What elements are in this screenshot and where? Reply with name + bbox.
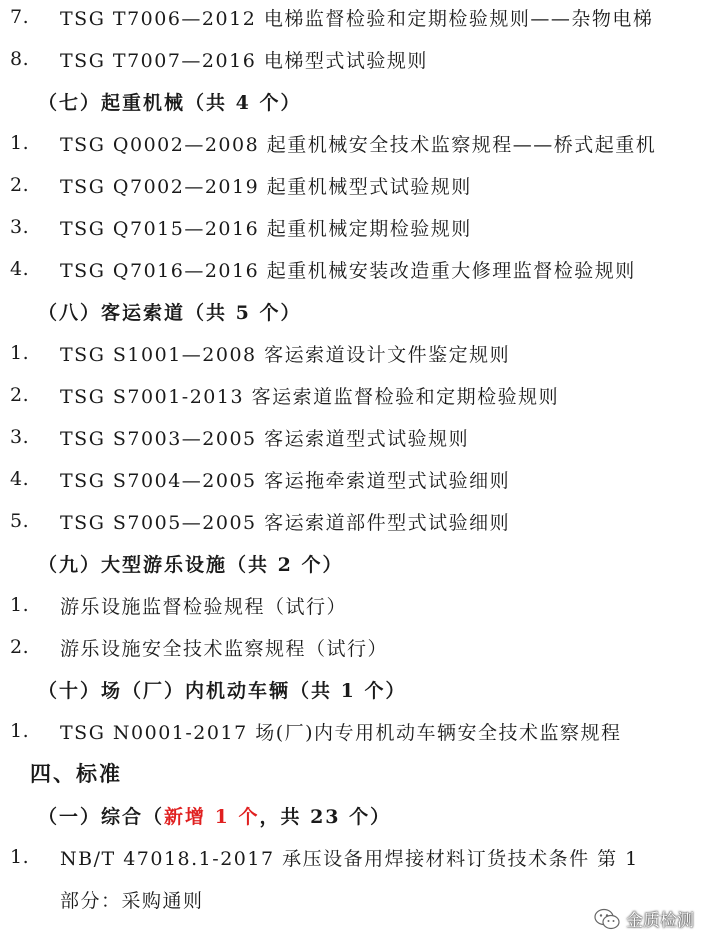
list-item-number: 2. (10, 384, 30, 406)
list-item (0, 0, 714, 38)
list-item-text: NB/T 47018.1-2017 承压设备用焊接材料订货技术条件 第 1 (60, 847, 639, 870)
list-item (0, 710, 714, 752)
list-item-number: 3. (10, 426, 30, 448)
list-item-text: TSG Q7016—2016 起重机械安装改造重大修理监督检验规则 (60, 259, 636, 282)
list-item-number: 8. (10, 48, 30, 70)
list-item-number: 2. (10, 636, 30, 658)
list-item-number: 1. (10, 720, 30, 742)
list-item-number: 4. (10, 258, 30, 280)
section-heading (0, 668, 714, 710)
list-item (0, 500, 714, 542)
list-item-number: 1. (10, 594, 30, 616)
major-heading-text: 四、标准 (30, 761, 122, 786)
watermark-text: 金质检测 (626, 911, 694, 931)
list-item (0, 374, 714, 416)
list-item (0, 458, 714, 500)
list-item-number: 3. (10, 216, 30, 238)
section-heading-highlight: 新增 1 个 (164, 805, 260, 828)
list-item-text: TSG S7003—2005 客运索道型式试验规则 (60, 427, 470, 450)
list-item-text: TSG Q0002—2008 起重机械安全技术监察规程——桥式起重机 (60, 133, 657, 156)
list-item-number: 7. (10, 6, 30, 28)
list-item (0, 836, 714, 878)
list-item-text: TSG S1001—2008 客运索道设计文件鉴定规则 (60, 343, 511, 366)
list-item-text-continued: 部分：采购通则 (60, 889, 204, 912)
section-heading-text: （七）起重机械（共 4 个） (38, 91, 302, 114)
list-item-number: 1. (10, 342, 30, 364)
list-item-text: TSG T7007—2016 电梯型式试验规则 (60, 49, 428, 72)
list-item-text: 游乐设施安全技术监察规程（试行） (60, 637, 389, 660)
list-item-text: TSG N0001-2017 场(厂)内专用机动车辆安全技术监察规程 (60, 721, 622, 744)
section-heading (0, 794, 714, 836)
section-heading-suffix: ，共 23 个） (259, 805, 392, 828)
watermark (594, 906, 694, 931)
section-heading (0, 290, 714, 332)
list-item (0, 416, 714, 458)
section-heading-text: （十）场（厂）内机动车辆（共 1 个） (38, 679, 407, 702)
list-item-text: TSG S7005—2005 客运索道部件型式试验细则 (60, 511, 511, 534)
list-item-text: TSG Q7015—2016 起重机械定期检验规则 (60, 217, 472, 240)
section-heading-text (38, 802, 391, 829)
list-item (0, 164, 714, 206)
list-item-text: TSG Q7002—2019 起重机械型式试验规则 (60, 175, 472, 198)
list-item-text: 游乐设施监督检验规程（试行） (60, 595, 348, 618)
wechat-icon (594, 908, 620, 930)
section-heading-prefix: （一）综合（ (38, 805, 165, 828)
section-heading-text: （八）客运索道（共 5 个） (38, 301, 302, 324)
list-item (0, 38, 714, 80)
list-item-number: 1. (10, 132, 30, 154)
list-item-text: TSG T7006—2012 电梯监督检验和定期检验规则——杂物电梯 (60, 7, 654, 30)
list-item (0, 584, 714, 626)
list-item-text: TSG S7001-2013 客运索道监督检验和定期检验规则 (60, 385, 560, 408)
list-item-number: 1. (10, 846, 30, 868)
list-item (0, 206, 714, 248)
list-item (0, 332, 714, 374)
list-item (0, 122, 714, 164)
list-item-number: 4. (10, 468, 30, 490)
list-item-number: 2. (10, 174, 30, 196)
list-item (0, 626, 714, 668)
major-heading (0, 752, 714, 794)
list-item (0, 248, 714, 290)
list-item-number: 5. (10, 510, 30, 532)
section-heading (0, 542, 714, 584)
section-heading (0, 80, 714, 122)
list-item-text: TSG S7004—2005 客运拖牵索道型式试验细则 (60, 469, 511, 492)
section-heading-text: （九）大型游乐设施（共 2 个） (38, 553, 344, 576)
